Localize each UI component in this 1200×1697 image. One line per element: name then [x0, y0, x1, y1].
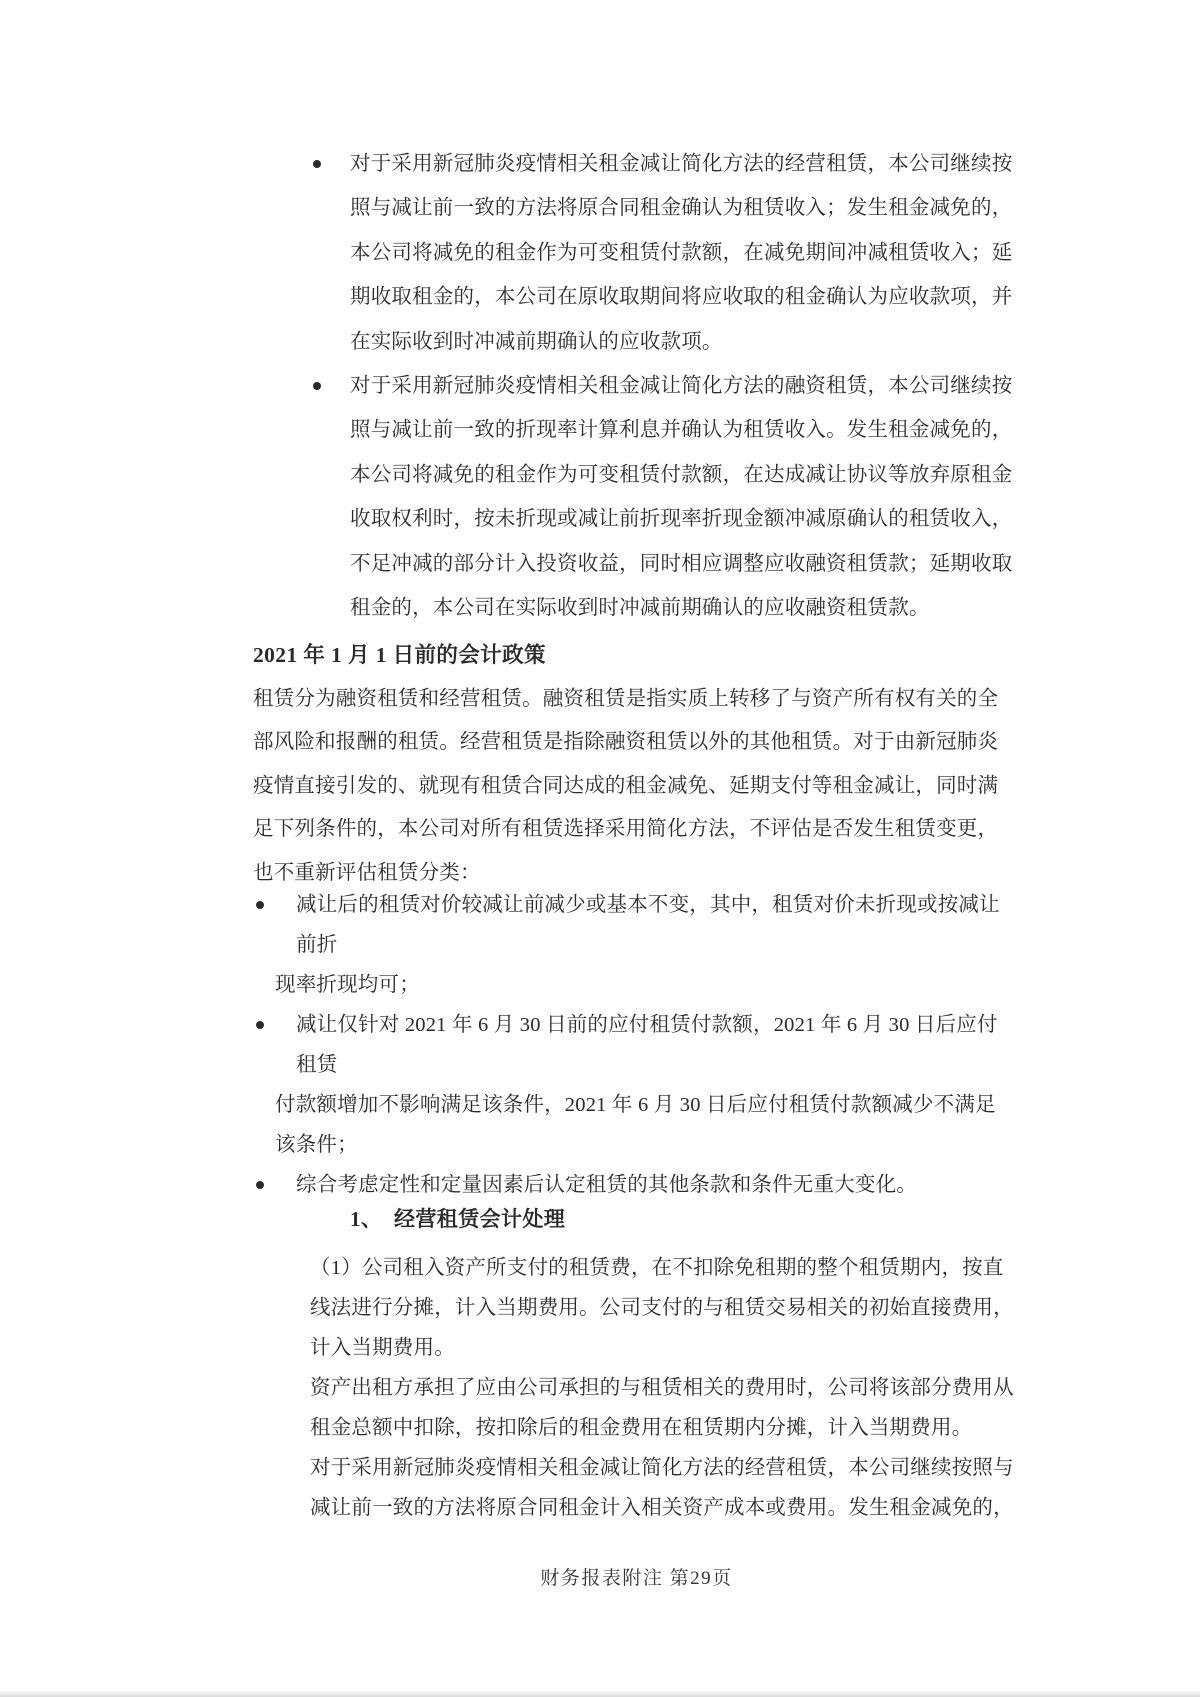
- page-content: [253, 0, 1020, 1592]
- bullet-item-operating-lease: [253, 142, 1020, 364]
- condition-item-payments-before-june-2021: [253, 1005, 1020, 1165]
- text-line: 不足冲减的部分计入投资收益，同时相应调整应收融资租赁款；延期收取: [350, 552, 1013, 575]
- page-footer: 财务报表附注 第29页: [540, 1568, 733, 1590]
- text-line: 资产出租方承担了应由公司承担的与租赁相关的费用时，公司将该部分费用从: [310, 1377, 1014, 1400]
- operating-lease-paragraphs: [253, 1248, 1020, 1528]
- bullet-icon: [313, 382, 321, 390]
- text-line: 对于采用新冠肺炎疫情相关租金减让简化方法的经营租赁，本公司继续按照与: [310, 1457, 1014, 1480]
- text-line: 线法进行分摊，计入当期费用。公司支付的与租赁交易相关的初始直接费用，: [310, 1297, 1014, 1320]
- numbered-heading-operating-lease-accounting: [253, 1199, 1020, 1239]
- text-line: 减让仅针对 2021 年 6 月 30 日前的应付租赁付款额，2021 年 6 月 30 日后应付: [296, 1014, 998, 1037]
- text-line: 计入当期费用。: [310, 1337, 455, 1360]
- text-line: 照与减让前一致的折现率计算利息并确认为租赁收入。发生租金减免的，: [350, 419, 1013, 442]
- text-line: 对于采用新冠肺炎疫情相关租金减让简化方法的经营租赁，本公司继续按: [350, 153, 1013, 175]
- text-line: 照与减让前一致的方法将原合同租金确认为租赁收入；发生租金减免的，: [350, 197, 1013, 220]
- condition-hanging-text: [253, 965, 1020, 1005]
- condition-text: [253, 1165, 1020, 1205]
- bullet-icon: [313, 160, 321, 168]
- heading-label: 经营租赁会计处理: [394, 1207, 566, 1232]
- paragraph-rent-expense: [253, 1248, 1020, 1368]
- text-line: 付款额增加不影响满足该条件，2021 年 6 月 30 日后应付租赁付款额减少不满足: [275, 1094, 996, 1117]
- text-line: 期收取租金的，本公司在原收取期间将应收取的租金确认为应收款项，并: [350, 286, 1013, 309]
- text-line: 该条件；: [275, 1134, 358, 1157]
- section-heading-pre-2021-policy: 2021 年 1 月 1 日前的会计政策: [253, 643, 546, 668]
- text-line: 租赁: [296, 1054, 338, 1077]
- paragraph-covid-simplified-method: [253, 1448, 1020, 1528]
- policy-paragraph: [253, 678, 1020, 896]
- text-line: 租金的，本公司在实际收到时冲减前期确认的应收融资租赁款。: [350, 597, 930, 620]
- condition-text: [253, 1005, 1020, 1085]
- text-line: （1）公司租入资产所支付的租赁费，在不扣除免租期的整个租赁期内，按直: [310, 1257, 1004, 1280]
- text-line: 减让前一致的方法将原合同租金计入相关资产成本或费用。发生租金减免的，: [310, 1497, 1014, 1520]
- condition-item-no-substantive-change: [253, 1165, 1020, 1205]
- text-line: 也不重新评估租赁分类：: [253, 861, 481, 884]
- condition-hanging-text: [253, 1085, 1020, 1165]
- condition-list: [253, 885, 1020, 1205]
- text-line: 部风险和报酬的租赁。经营租赁是指除融资租赁以外的其他租赁。对于由新冠肺炎: [253, 731, 999, 754]
- text-line: 疫情直接引发的、就现有租赁合同达成的租金减免、延期支付等租金减让，同时满: [253, 774, 999, 797]
- heading-number: 1、: [350, 1207, 383, 1232]
- text-line: 本公司将减免的租金作为可变租赁付款额，在达成减让协议等放弃原租金: [350, 463, 1013, 486]
- condition-item-consideration: [253, 885, 1020, 1005]
- paragraph-lessor-borne-costs: [253, 1368, 1020, 1448]
- text-line: 收取权利时，按未折现或减让前折现率折现金额冲减原确认的租赁收入，: [350, 508, 1013, 531]
- text-line: 前折: [296, 934, 338, 957]
- text-line: 租金总额中扣除，按扣除后的租金费用在租赁期内分摊，计入当期费用。: [310, 1417, 973, 1440]
- text-line: 现率折现均可；: [275, 974, 420, 997]
- text-line: 租赁分为融资租赁和经营租赁。融资租赁是指实质上转移了与资产所有权有关的全: [253, 687, 999, 710]
- text-line: 本公司将减免的租金作为可变租赁付款额，在减免期间冲减租赁收入；延: [350, 241, 1013, 264]
- text-line: 足下列条件的，本公司对所有租赁选择采用简化方法，不评估是否发生租赁变更，: [253, 818, 999, 841]
- text-line: 综合考虑定性和定量因素后认定租赁的其他条款和条件无重大变化。: [296, 1174, 917, 1197]
- text-line: 对于采用新冠肺炎疫情相关租金减让简化方法的融资租赁，本公司继续按: [350, 375, 1013, 398]
- condition-text: [253, 885, 1020, 965]
- covid-lease-bullet-list: [253, 142, 1020, 630]
- text-line: 在实际收到时冲减前期确认的应收款项。: [350, 330, 723, 353]
- bullet-item-finance-lease: [253, 364, 1020, 630]
- text-line: 减让后的租赁对价较减让前减少或基本不变，其中，租赁对价未折现或按减让: [296, 894, 1000, 917]
